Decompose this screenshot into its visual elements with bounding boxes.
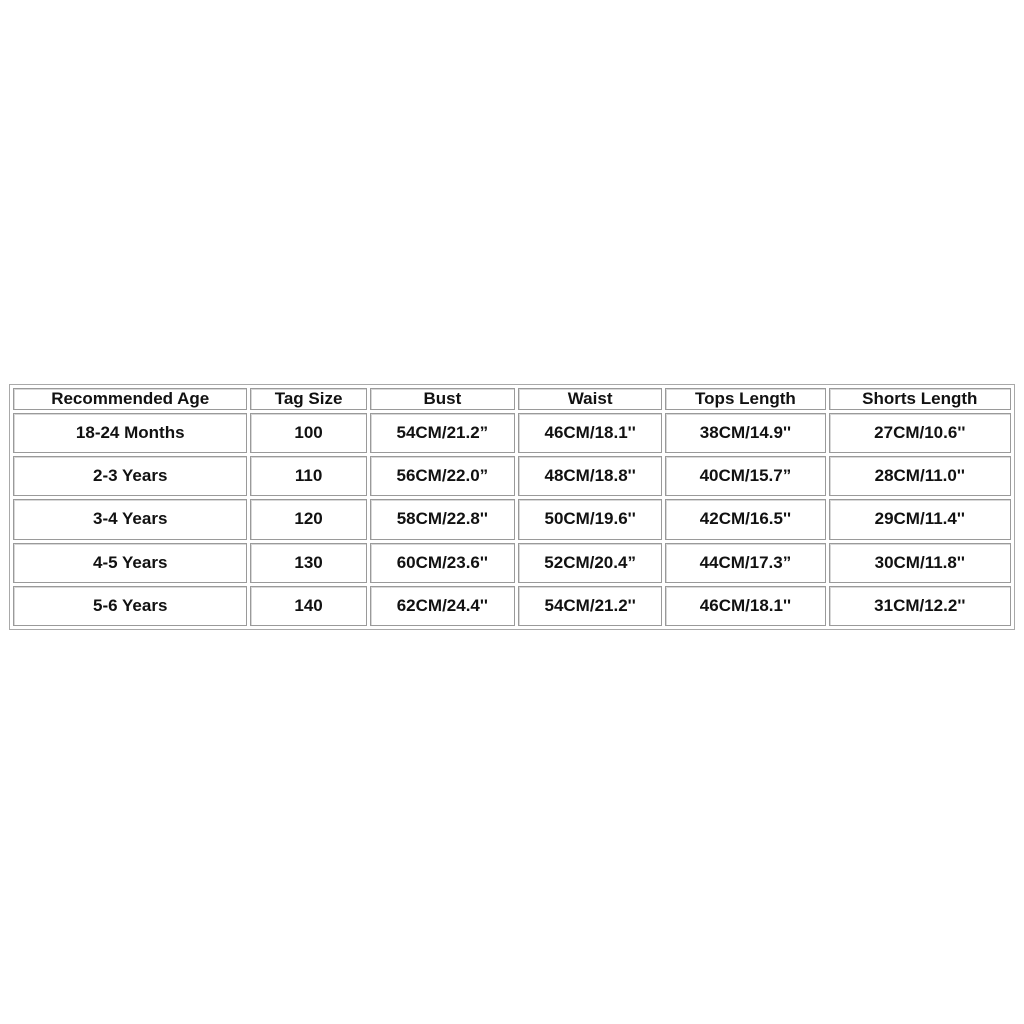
header-bust: Bust	[370, 388, 515, 410]
cell-tops-length: 46CM/18.1''	[665, 586, 825, 626]
cell-shorts-length: 29CM/11.4''	[829, 499, 1011, 539]
cell-age: 4-5 Years	[13, 543, 247, 583]
cell-tag-size: 140	[250, 586, 366, 626]
cell-tag-size: 110	[250, 456, 366, 496]
header-tops-length: Tops Length	[665, 388, 825, 410]
table-row	[13, 456, 1011, 496]
cell-shorts-length: 27CM/10.6''	[829, 413, 1011, 453]
cell-tops-length: 40CM/15.7”	[665, 456, 825, 496]
cell-tag-size: 120	[250, 499, 366, 539]
table-row	[13, 413, 1011, 453]
cell-bust: 62CM/24.4''	[370, 586, 515, 626]
cell-bust: 54CM/21.2”	[370, 413, 515, 453]
table-row	[13, 499, 1011, 539]
cell-shorts-length: 30CM/11.8''	[829, 543, 1011, 583]
table-row	[13, 586, 1011, 626]
header-row	[13, 388, 1011, 410]
cell-waist: 54CM/21.2''	[518, 586, 662, 626]
cell-shorts-length: 31CM/12.2''	[829, 586, 1011, 626]
cell-waist: 48CM/18.8''	[518, 456, 662, 496]
header-waist: Waist	[518, 388, 662, 410]
header-recommended-age: Recommended Age	[13, 388, 247, 410]
cell-age: 18-24 Months	[13, 413, 247, 453]
cell-tag-size: 100	[250, 413, 366, 453]
size-chart-table	[10, 385, 1014, 629]
cell-waist: 46CM/18.1''	[518, 413, 662, 453]
table-row	[13, 543, 1011, 583]
header-shorts-length: Shorts Length	[829, 388, 1011, 410]
cell-tops-length: 42CM/16.5''	[665, 499, 825, 539]
cell-age: 5-6 Years	[13, 586, 247, 626]
size-chart	[9, 384, 1015, 630]
header-tag-size: Tag Size	[250, 388, 366, 410]
cell-bust: 56CM/22.0”	[370, 456, 515, 496]
cell-age: 3-4 Years	[13, 499, 247, 539]
cell-waist: 50CM/19.6''	[518, 499, 662, 539]
cell-waist: 52CM/20.4”	[518, 543, 662, 583]
cell-age: 2-3 Years	[13, 456, 247, 496]
cell-tag-size: 130	[250, 543, 366, 583]
cell-tops-length: 44CM/17.3”	[665, 543, 825, 583]
cell-bust: 58CM/22.8''	[370, 499, 515, 539]
cell-bust: 60CM/23.6''	[370, 543, 515, 583]
cell-tops-length: 38CM/14.9''	[665, 413, 825, 453]
cell-shorts-length: 28CM/11.0''	[829, 456, 1011, 496]
